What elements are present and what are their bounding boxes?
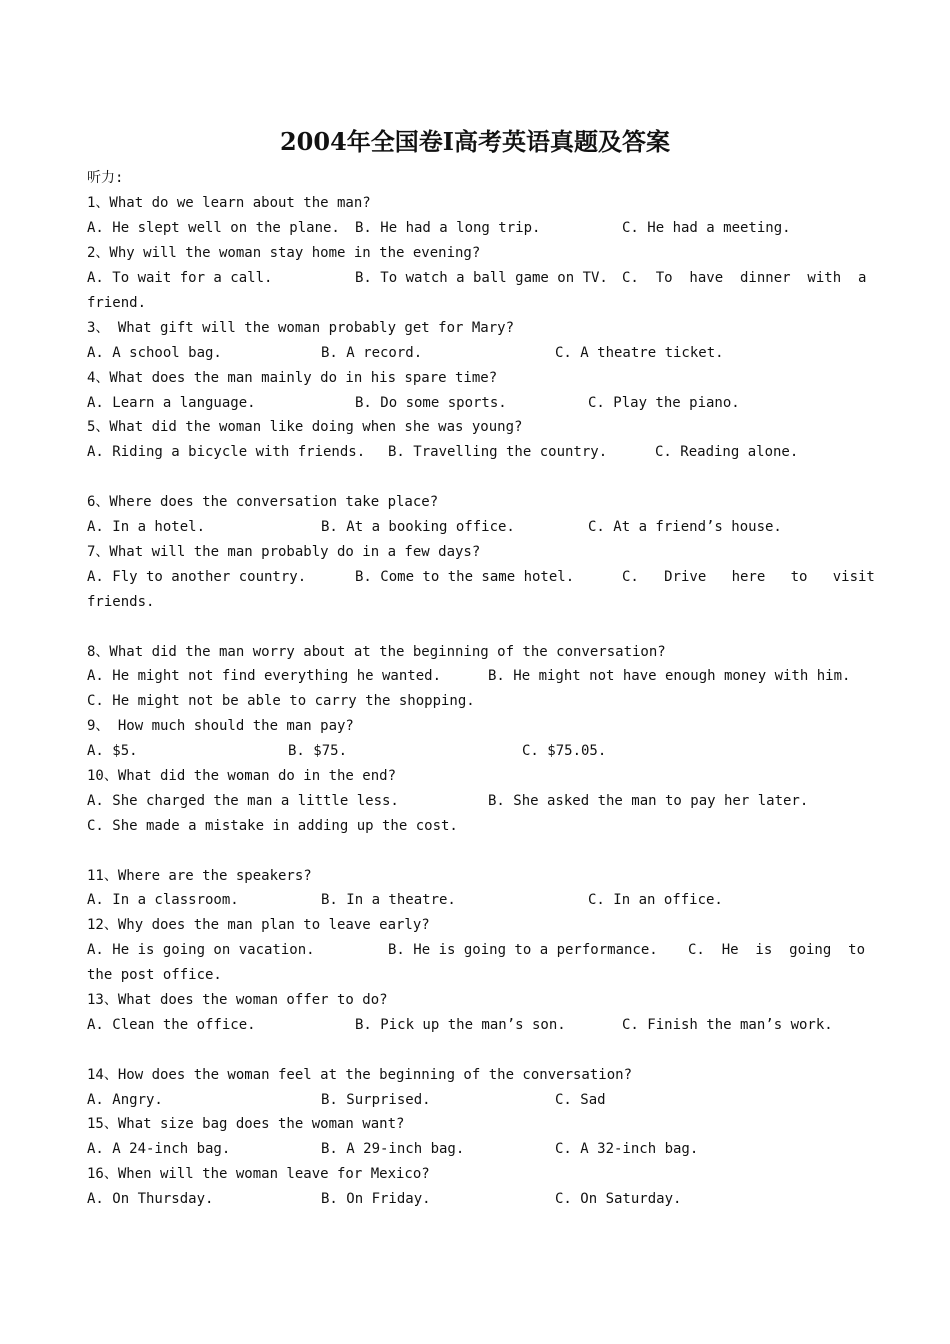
question-12: 12、Why does the man plan to leave early? <box>87 917 430 933</box>
options-row-16 <box>87 1187 682 1212</box>
option-b: B. Pick up the man’s son. <box>355 1017 566 1033</box>
option-b: B. On Friday. <box>321 1191 431 1207</box>
options-row-11 <box>87 888 723 913</box>
question-5: 5、What did the woman like doing when she was young? <box>87 419 523 435</box>
options-row-4 <box>87 391 740 416</box>
option-b: B. He is going to a performance. <box>388 942 658 958</box>
option-b: B. Surprised. <box>321 1092 431 1108</box>
options-row-14 <box>87 1088 606 1113</box>
option-c: C. She made a mistake in adding up the cost. <box>87 818 458 834</box>
option-c: C. On Saturday. <box>555 1191 682 1207</box>
question-11: 11、Where are the speakers? <box>87 868 312 884</box>
option-c: C. Finish the man’s work. <box>622 1017 833 1033</box>
option-b: B. He might not have enough money with him. <box>488 668 851 684</box>
option-a: A. $5. <box>87 743 138 759</box>
option-a: A. In a hotel. <box>87 519 206 535</box>
option-c: C. He might not be able to carry the shopping. <box>87 693 475 709</box>
option-a: A. To wait for a call. <box>87 270 273 286</box>
options-row-7 <box>87 565 875 590</box>
question-15: 15、What size bag does the woman want? <box>87 1116 405 1132</box>
option-b: B. To watch a ball game on TV. <box>355 270 608 286</box>
question-2: 2、Why will the woman stay home in the evening? <box>87 245 481 261</box>
option-a: A. Clean the office. <box>87 1017 256 1033</box>
options-row-13 <box>87 1013 833 1038</box>
option-c: C. A theatre ticket. <box>555 345 724 361</box>
option-c: C. Drive here to visit <box>622 569 875 585</box>
option-a: A. She charged the man a little less. <box>87 793 399 809</box>
question-9: 9、 How much should the man pay? <box>87 718 354 734</box>
option-a: A. He might not find everything he wanted. <box>87 668 442 684</box>
question-16: 16、When will the woman leave for Mexico? <box>87 1166 430 1182</box>
page-title: 2004年全国卷I高考英语真题及答案 <box>279 127 671 156</box>
option-a: A. In a classroom. <box>87 892 239 908</box>
option-b: B. A 29-inch bag. <box>321 1141 465 1157</box>
option-b: B. $75. <box>288 743 348 759</box>
options-row-2 <box>87 266 867 291</box>
option-a: A. A 24-inch bag. <box>87 1141 231 1157</box>
option-c-continued: friends. <box>87 594 155 610</box>
options-row-10 <box>87 789 809 814</box>
option-a: A. He is going on vacation. <box>87 942 315 958</box>
options-row-5 <box>87 440 799 465</box>
option-c: C. In an office. <box>588 892 723 908</box>
option-b: B. A record. <box>321 345 423 361</box>
options-row-1 <box>87 216 791 241</box>
question-10: 10、What did the woman do in the end? <box>87 768 397 784</box>
option-c-continued: the post office. <box>87 967 222 983</box>
section-label: 听力: <box>87 170 124 186</box>
option-c: C. At a friend’s house. <box>588 519 782 535</box>
options-row-3 <box>87 341 724 366</box>
option-c: C. A 32-inch bag. <box>555 1141 699 1157</box>
options-row-15 <box>87 1137 699 1162</box>
question-13: 13、What does the woman offer to do? <box>87 992 388 1008</box>
option-b: B. Come to the same hotel. <box>355 569 575 585</box>
option-b: B. Travelling the country. <box>388 444 608 460</box>
option-a: A. He slept well on the plane. <box>87 220 340 236</box>
option-c: C. Play the piano. <box>588 395 740 411</box>
options-row-9 <box>87 739 607 764</box>
option-b: B. She asked the man to pay her later. <box>488 793 809 809</box>
option-c: C. Reading alone. <box>655 444 799 460</box>
option-c: C. Sad <box>555 1092 606 1108</box>
option-b: B. At a booking office. <box>321 519 515 535</box>
option-c-continued: friend. <box>87 295 147 311</box>
question-6: 6、Where does the conversation take place? <box>87 494 439 510</box>
option-c: C. To have dinner with a <box>622 270 867 286</box>
question-3: 3、 What gift will the woman probably get for Mary? <box>87 320 515 336</box>
question-7: 7、What will the man probably do in a few days? <box>87 544 481 560</box>
question-1: 1、What do we learn about the man? <box>87 195 371 211</box>
question-8: 8、What did the man worry about at the beginning of the conversation? <box>87 644 666 660</box>
option-b: B. In a theatre. <box>321 892 456 908</box>
option-a: A. On Thursday. <box>87 1191 214 1207</box>
option-a: A. Fly to another country. <box>87 569 307 585</box>
options-row-8 <box>87 664 851 689</box>
option-b: B. Do some sports. <box>355 395 507 411</box>
option-c: C. $75.05. <box>522 743 607 759</box>
option-a: A. A school bag. <box>87 345 222 361</box>
option-a: A. Angry. <box>87 1092 163 1108</box>
option-c: C. He had a meeting. <box>622 220 791 236</box>
question-14: 14、How does the woman feel at the beginning of the conversation? <box>87 1067 633 1083</box>
option-a: A. Riding a bicycle with friends. <box>87 444 366 460</box>
option-a: A. Learn a language. <box>87 395 256 411</box>
question-4: 4、What does the man mainly do in his spare time? <box>87 370 498 386</box>
option-b: B. He had a long trip. <box>355 220 541 236</box>
option-c: C. He is going to <box>688 942 866 958</box>
options-row-12 <box>87 938 866 963</box>
options-row-6 <box>87 515 782 540</box>
